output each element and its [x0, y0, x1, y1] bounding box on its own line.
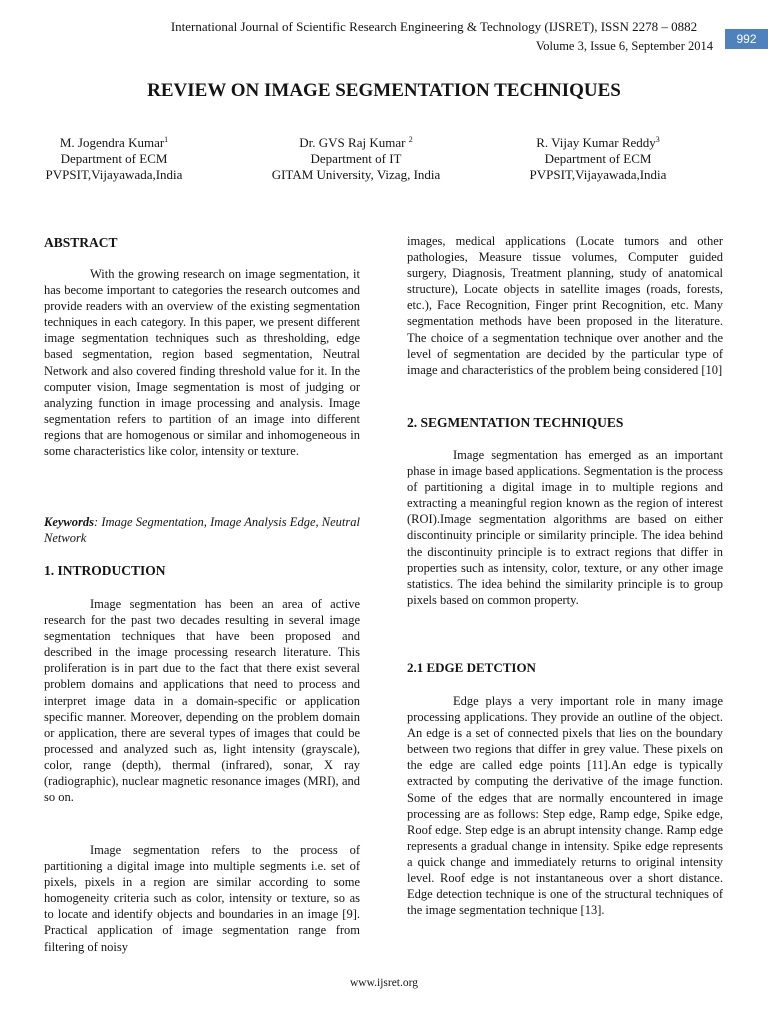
author-2-name: Dr. GVS Raj Kumar $^2$	[299, 135, 413, 150]
author-2-affil: GITAM University, Vizag, India	[271, 167, 441, 182]
journal-header	[0, 19, 768, 35]
author-1-dept: Department of ECM	[60, 151, 168, 166]
edge-detection-heading: 2.1 EDGE DETCTION	[407, 660, 536, 675]
continued-paragraph: images, medical applications (Locate tumors and other pathologies, Measure tissue volumes, Computer guided surgery, Diagnosis, Treatment planning, study of anatomical structure), Locate objects in satellite images (roads, forests, etc.), Face Recognition, Finger print Recognition, etc. Many segmentation methods have been proposed in the literature. The choice of a segmentation technique over another and the level of segmentation are decided by the particular type of image and characteristics of the problem being considered [10]	[407, 234, 723, 377]
segmentation-techniques-text: Image segmentation has emerged as an important phase in image based applications. Segmentation is the process of partitioning a digital image in to multiple regions and extracting a meaningful region known as the region of interest (ROI).Image segmentation algorithms are based on either discontinuity principle or similarity principle. The idea behind the discontinuity principle is to extract regions that differ in properties such as intensity, color, texture, or any other image statistics. The idea behind the similarity principle is to group pixels based on common property.	[407, 448, 723, 607]
author-1-name: M. Jogendra Kumar$^1$	[59, 135, 169, 150]
edge-detection-text: Edge plays a very important role in many image processing applications. They provide an outline of the object. An edge is a set of connected pixels that lies on the boundary between two regions that differ in grey value. These pixels on the edge are called edge points [11].An edge is typically extracted by computing the derivative of the image function. Some of the edges that are normally encountered in image processing are as follows: Step edge, Ramp edge, Spike edge, Roof edge. Step edge is an abrupt intensity change. Ramp edge represents a gradual change in intensity. Spike edge represents a quick change and immediately returns to original intensity level. Roof edge is not instantaneous over a short distance. Edge detection technique is one of the structural techniques of the image segmentation technique [13].	[407, 694, 723, 918]
abstract-text: With the growing research on image segmentation, it has become important to categories the research outcomes and provide readers with an overview of the existing segmentation techniques in each category. In this paper, we present different image segmentation techniques such as thresholding, edge based segmentation, region based segmentation, Neutral Network and also covered finding threshold value for it. In the computer vision, Image segmentation is most of judging or analyzing function in image processing and analysis. Image segmentation refers to partition of an image into different regions that are homogenous or similar and inhomogeneous in some characteristics like color, intensity or texture.	[44, 267, 360, 459]
volume-info: Volume 3, Issue 6, September 2014	[535, 39, 713, 53]
author-3-affil: PVPSIT,Vijayawada,India	[529, 167, 667, 182]
page-number-badge: 992	[725, 29, 768, 49]
paper-title: REVIEW ON IMAGE SEGMENTATION TECHNIQUES	[147, 80, 621, 101]
author-1	[44, 135, 184, 183]
keywords-text: : Image Segmentation, Image Analysis Edge, Neutral Network	[44, 515, 360, 546]
author-3	[518, 135, 678, 183]
keywords-label: Keywords	[44, 515, 94, 529]
abstract-heading: ABSTRACT	[44, 235, 118, 250]
author-3-dept: Department of ECM	[544, 151, 652, 166]
author-2	[250, 135, 462, 183]
introduction-paragraph-1: Image segmentation has been an area of active research for the past two decades resulting in several image segmentation techniques that have been proposed and described in the image processing research literature. This proliferation is in part due to the fact that there exist several problem domains and applications that need to process and interpret image data in a domain-specific or application specific manner. Moreover, depending on the problem domain or application, there are several types of images that could be processed and analyzed such as, light intensity (grayscale), color, range (depth), thermal (infrared), sonar, X ray (radiographic), nuclear magnetic resonance images (MRI), and so on.	[44, 597, 360, 805]
author-3-name: R. Vijay Kumar Reddy$^3$	[536, 135, 660, 150]
author-1-affil: PVPSIT,Vijayawada,India	[45, 167, 183, 182]
footer-url: www.ijsret.org	[349, 977, 419, 989]
introduction-heading: 1. INTRODUCTION	[44, 563, 166, 578]
introduction-paragraph-2: Image segmentation refers to the process of partitioning a digital image into multiple segments i.e. set of pixels, pixels in a region are similar according to some homogeneity criteria such as color, intensity or texture, so as to locate and identify objects and boundaries in an image [9]. Practical application of image segmentation range from filtering of noisy	[44, 843, 360, 954]
author-2-dept: Department of IT	[310, 151, 402, 166]
segmentation-techniques-heading: 2. SEGMENTATION TECHNIQUES	[407, 415, 624, 430]
keywords	[44, 514, 360, 546]
journal-header-text: International Journal of Scientific Research Engineering & Technology (IJSRET), ISSN 2278 – 0882	[170, 19, 698, 34]
